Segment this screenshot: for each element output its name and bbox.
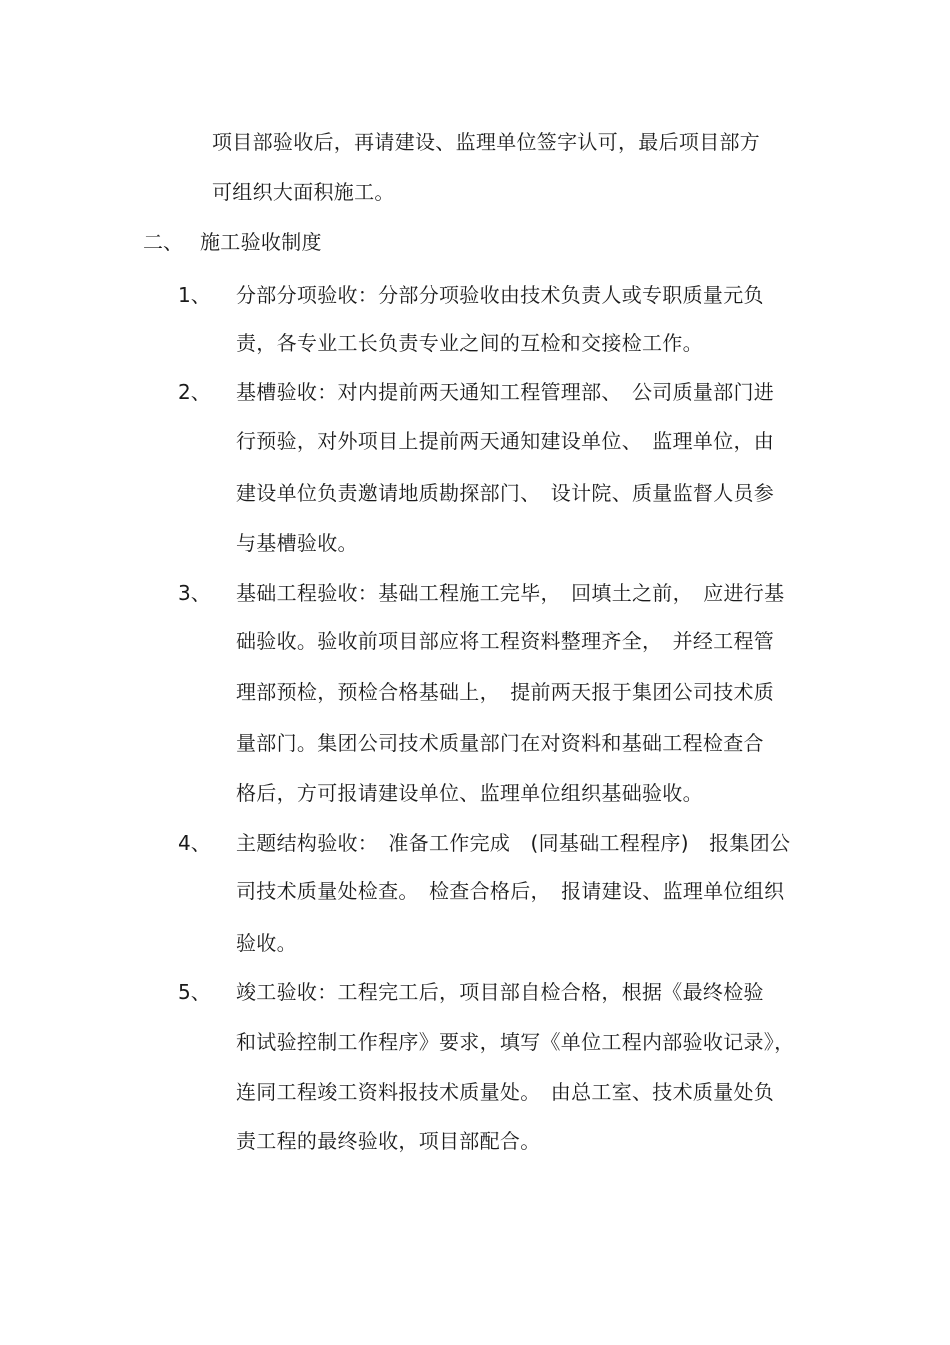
list-item-line: 量部门。集团公司技术质量部门在对资料和基础工程检查合 (236, 731, 764, 755)
list-item-line: 建设单位负责邀请地质勘探部门、 设计院、质量监督人员参 (236, 481, 775, 505)
list-item-line: 验收。 (236, 931, 297, 955)
list-item-line: 司技术质量处检查。 检查合格后， 报请建设、监理单位组织 (236, 879, 785, 903)
list-item-number: 5、 (178, 980, 211, 1004)
section-number: 二、 (143, 230, 183, 254)
intro-line: 项目部验收后，再请建设、监理单位签字认可，最后项目部方 (212, 130, 761, 154)
list-item-line: 连同工程竣工资料报技术质量处。 由总工室、技术质量处负 (236, 1080, 775, 1104)
list-item-line: 责，各专业工长负责专业之间的互检和交接检工作。 (236, 331, 703, 355)
intro-line: 可组织大面积施工。 (212, 180, 395, 204)
list-item-line: 基槽验收：对内提前两天通知工程管理部、 公司质量部门进 (236, 380, 775, 404)
list-item-line: 基础工程验收：基础工程施工完毕， 回填土之前， 应进行基 (236, 581, 785, 605)
section-title: 施工验收制度 (200, 230, 322, 254)
list-item-line: 格后，方可报请建设单位、监理单位组织基础验收。 (236, 781, 703, 805)
list-item-line: 竣工验收：工程完工后，项目部自检合格，根据《最终检验 (236, 980, 764, 1004)
list-item-line: 行预验，对外项目上提前两天通知建设单位、 监理单位，由 (236, 429, 775, 453)
list-item-number: 1、 (178, 283, 211, 307)
list-item-line: 主题结构验收： 准备工作完成 (同基础工程程序) 报集团公 (236, 831, 791, 855)
list-item-line: 和试验控制工作程序》要求，填写《单位工程内部验收记录》， (236, 1030, 795, 1054)
list-item-number: 2、 (178, 380, 211, 404)
list-item-line: 础验收。验收前项目部应将工程资料整理齐全， 并经工程管 (236, 629, 775, 653)
list-item-line: 与基槽验收。 (236, 531, 358, 555)
list-item-line: 分部分项验收：分部分项验收由技术负责人或专职质量元负 (236, 283, 764, 307)
list-item-number: 4、 (178, 831, 211, 855)
list-item-number: 3、 (178, 581, 211, 605)
list-item-line: 责工程的最终验收，项目部配合。 (236, 1129, 541, 1153)
list-item-line: 理部预检，预检合格基础上， 提前两天报于集团公司技术质 (236, 680, 775, 704)
